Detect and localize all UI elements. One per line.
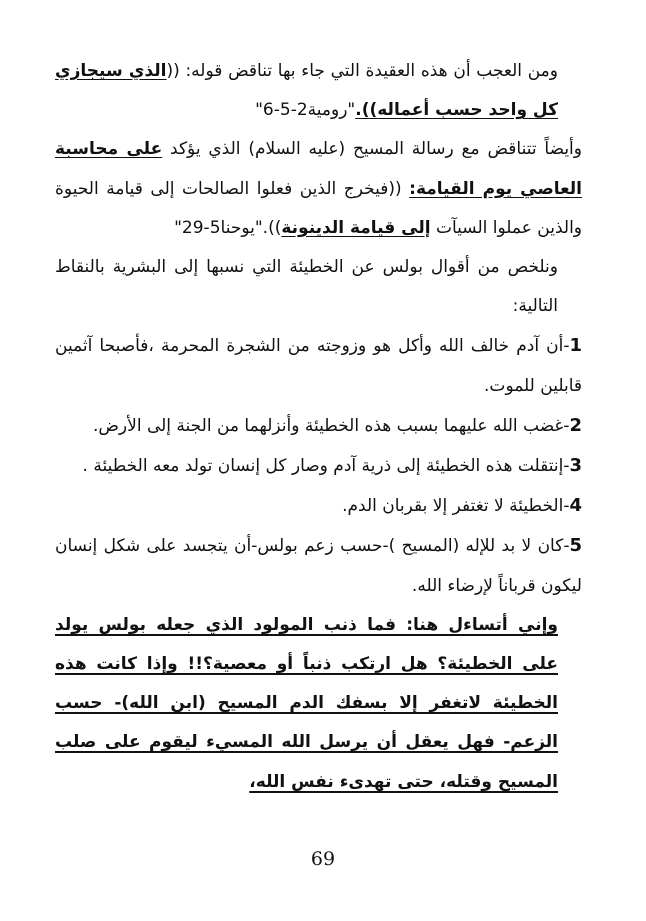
point-text: -الخطيئة لا تغتفر إلا بقربان الدم. [342,496,570,517]
list-item [55,526,582,605]
point-number: 5 [569,535,582,557]
quote-close: )). [262,217,282,238]
point-number: 4 [569,495,582,517]
point-number: 2 [569,414,582,436]
quoted-verse: إلى قيامة الدينونة [281,217,431,238]
list-item [55,406,582,446]
point-number: 3 [569,455,582,477]
point-text: -إنتقلت هذه الخطيئة إلى ذرية آدم وصار كل إنسان تولد معه الخطيئة . [82,456,570,477]
quote-close: )). [355,100,378,121]
paragraph-contradiction-romans [55,52,582,130]
page-number: 69 [310,848,336,870]
page-body [55,52,582,802]
list-item [55,326,582,405]
point-number: 1 [569,335,582,357]
emphasized-phrase: على محاسبة العاصي يوم القيامة: [55,139,582,199]
paragraph-text: ومن العجب أن هذه العقيدة التي جاء بها تناقض قوله: (( [166,61,558,81]
quoted-verse: الذي سيجازي كل واحد حسب أعماله [55,61,558,121]
list-item [55,486,582,526]
point-text: -كان لا بد للإله (المسيح )-حسب زعم بولس-أن يتجسد على شكل إنسان ليكون قرباناً لإرضاء الله. [55,536,582,596]
point-text: -غضب الله عليهما بسبب هذه الخطيئة وأنزلهما من الجنة إلى الأرض. [92,415,570,436]
verse-reference: "يوحنا5-29" [174,217,263,238]
verse-reference: "رومية2-5-6" [255,100,356,121]
paragraph-question: وإني أتساءل هنا: فما ذنب المولود الذي جعله بولس يولد على الخطيئة؟ هل ارتكب ذنباً أو معصية؟!! وإذا كانت هذه الخطيئة لاتغفر إلا بسفك الدم المسيح (ابن الله)- حسب الزعم- فهل يعقل أن يرسل الله المسيء ليقوم على صلب المسيح وقتله، حتى تهدىء نفس الله، [55,614,558,792]
paragraph-contradiction-john [55,130,582,248]
paragraph-text: وأيضاً تتناقض مع رسالة المسيح (عليه السلام) الذي يؤكد [162,139,582,160]
paragraph-text: ((فيخرج الذين فعلوا الصالحات إلى قيامة الحيوة والذين عملوا السيآت [55,178,582,238]
paragraph-summary-intro: ونلخص من أقوال بولس عن الخطيئة التي نسبها إلى البشرية بالنقاط التالية: [55,257,558,317]
list-item [55,446,582,486]
point-text: -أن آدم خالف الله وأكل هو وزوجته من الشجرة المحرمة ،فأصبحا آثمين قابلين للموت. [55,336,582,396]
